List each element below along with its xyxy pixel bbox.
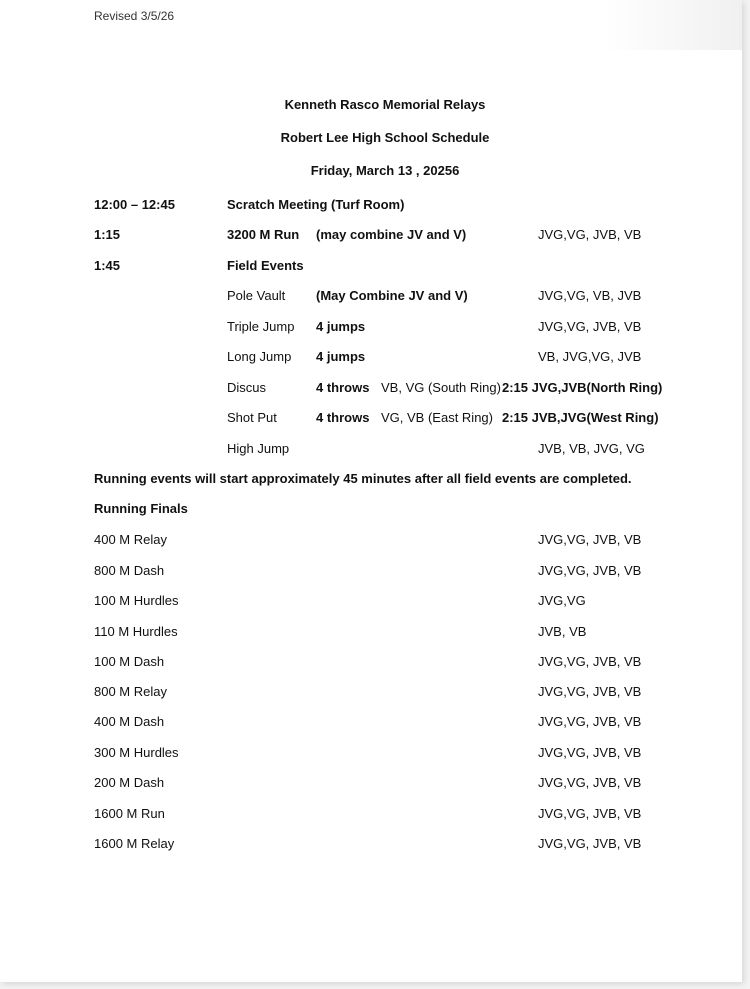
triple-jump-note: 4 jumps [316,319,366,334]
running-event-name: 110 M Hurdles [94,624,178,639]
running-event-name: 100 M Hurdles [94,593,179,608]
running-event-name: 400 M Relay [94,532,167,547]
running-event-name: 800 M Relay [94,684,167,699]
scratch-time: 12:00 – 12:45 [94,197,175,212]
running-event-divisions: JVG,VG, JVB, VB [538,654,642,669]
document-subtitle: Robert Lee High School Schedule [280,130,490,145]
run3200-note: (may combine JV and V) [316,227,467,242]
discus-name: Discus [227,380,267,395]
page-shadow [602,0,742,50]
running-event-divisions: JVB, VB [538,624,587,639]
running-event-name: 200 M Dash [94,775,165,790]
run3200-time: 1:15 [94,227,121,242]
discus-detail: VB, VG (South Ring) [381,380,501,395]
running-event-divisions: JVG,VG [538,593,586,608]
discus-note: 4 throws [316,380,370,395]
running-event-name: 1600 M Relay [94,836,175,851]
running-event-divisions: JVG,VG, JVB, VB [538,745,642,760]
running-finals-heading: Running Finals [94,501,188,516]
triple-jump-name: Triple Jump [227,319,295,334]
running-event-divisions: JVG,VG, JVB, VB [538,532,642,547]
shot-put-note: 4 throws [316,410,370,425]
field-events-heading: Field Events [227,258,304,273]
pole-vault-note: (May Combine JV and V) [316,288,468,303]
pole-vault-divisions: JVG,VG, VB, JVB [538,288,642,303]
shot-put-second-flight: 2:15 JVB,JVG(West Ring) [502,410,659,425]
document-date: Friday, March 13 , 20256 [310,163,460,178]
shot-put-name: Shot Put [227,410,277,425]
running-event-name: 400 M Dash [94,714,165,729]
running-event-name: 300 M Hurdles [94,745,179,760]
pole-vault-name: Pole Vault [227,288,286,303]
running-event-divisions: JVG,VG, JVB, VB [538,806,642,821]
running-event-divisions: JVG,VG, JVB, VB [538,836,642,851]
high-jump-divisions: JVB, VB, JVG, VG [538,441,645,456]
run3200-event: 3200 M Run [227,227,300,242]
field-time: 1:45 [94,258,121,273]
running-start-note: Running events will start approximately 45 minutes after all field events are completed. [94,471,632,486]
long-jump-divisions: VB, JVG,VG, JVB [538,349,642,364]
long-jump-name: Long Jump [227,349,292,364]
running-event-divisions: JVG,VG, JVB, VB [538,775,642,790]
running-event-name: 1600 M Run [94,806,165,821]
running-event-divisions: JVG,VG, JVB, VB [538,714,642,729]
scratch-event: Scratch Meeting (Turf Room) [227,197,405,212]
triple-jump-divisions: JVG,VG, JVB, VB [538,319,642,334]
discus-second-flight: 2:15 JVG,JVB(North Ring) [502,380,663,395]
running-event-divisions: JVG,VG, JVB, VB [538,563,642,578]
shot-put-detail: VG, VB (East Ring) [381,410,493,425]
high-jump-name: High Jump [227,441,290,456]
running-event-name: 100 M Dash [94,654,165,669]
run3200-divisions: JVG,VG, JVB, VB [538,227,642,242]
running-event-divisions: JVG,VG, JVB, VB [538,684,642,699]
revised-date: Revised 3/5/26 [94,9,175,23]
running-event-name: 800 M Dash [94,563,165,578]
document-title: Kenneth Rasco Memorial Relays [284,97,486,112]
long-jump-note: 4 jumps [316,349,366,364]
